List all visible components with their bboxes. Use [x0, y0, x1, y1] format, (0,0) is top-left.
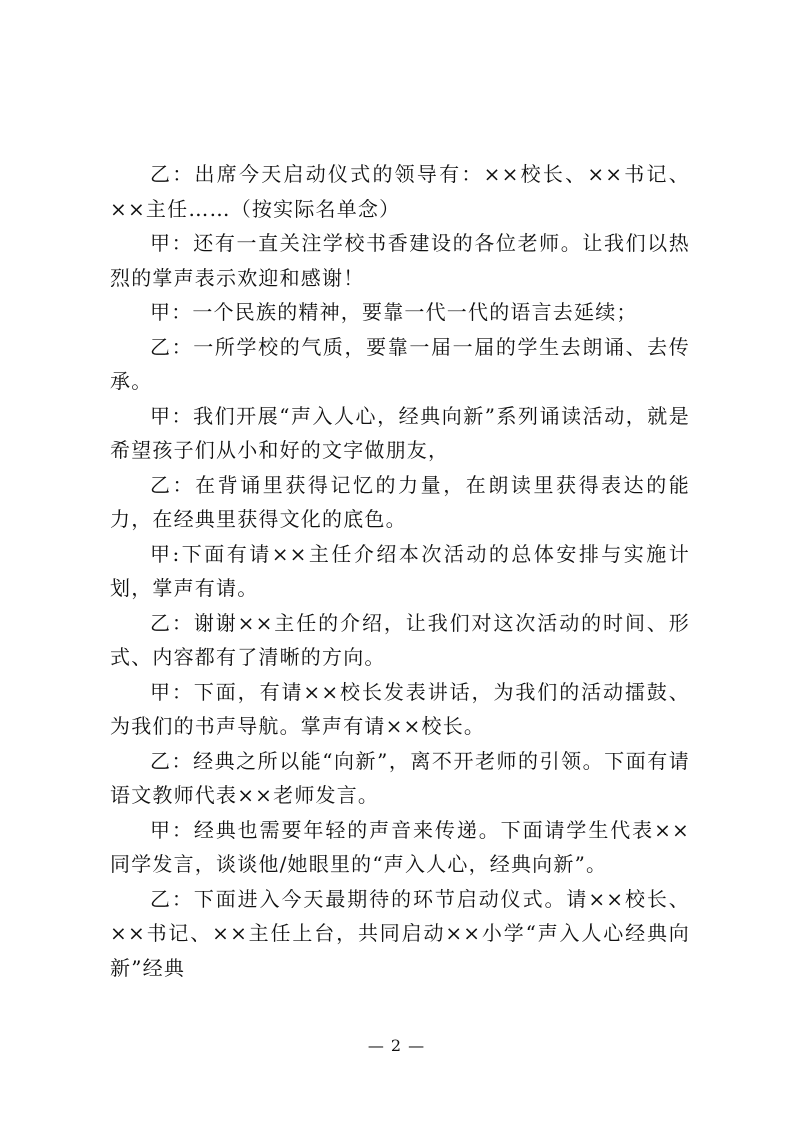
paragraph: 乙：在背诵里获得记忆的力量，在朗读里获得表达的能力，在经典里获得文化的底色。	[110, 472, 690, 531]
paragraph: 乙：出席今天启动仪式的领导有：××校长、××书记、××主任……（按实际名单念）	[110, 162, 690, 221]
document-body	[110, 157, 690, 985]
paragraph: 乙：经典之所以能“向新”，离不开老师的引领。下面有请语文教师代表××老师发言。	[110, 748, 690, 807]
paragraph: 甲：还有一直关注学校书香建设的各位老师。让我们以热烈的掌声表示欢迎和感谢！	[110, 231, 690, 290]
paragraph: 乙：下面进入今天最期待的环节启动仪式。请××校长、××书记、××主任上台，共同启动××小学“声入人心经典向新”经典	[110, 886, 690, 980]
paragraph: 甲：下面，有请××校长发表讲话，为我们的活动擂鼓、为我们的书声导航。掌声有请××校长。	[110, 679, 690, 738]
page-number: — 2 —	[367, 1036, 426, 1055]
paragraph: 甲:下面有请××主任介绍本次活动的总体安排与实施计划，掌声有请。	[110, 541, 690, 600]
paragraph: 乙：谢谢××主任的介绍，让我们对这次活动的时间、形式、内容都有了清晰的方向。	[110, 610, 690, 669]
paragraph: 甲：经典也需要年轻的声音来传递。下面请学生代表××同学发言，谈谈他/她眼里的“声入人心，经典向新”。	[110, 817, 690, 876]
paragraph: 乙：一所学校的气质，要靠一届一届的学生去朗诵、去传承。	[110, 334, 690, 393]
paragraph: 甲：我们开展“声入人心，经典向新”系列诵读活动，就是希望孩子们从小和好的文字做朋友，	[110, 403, 690, 462]
paragraph: 甲：一个民族的精神，要靠一代一代的语言去延续；	[150, 300, 638, 324]
